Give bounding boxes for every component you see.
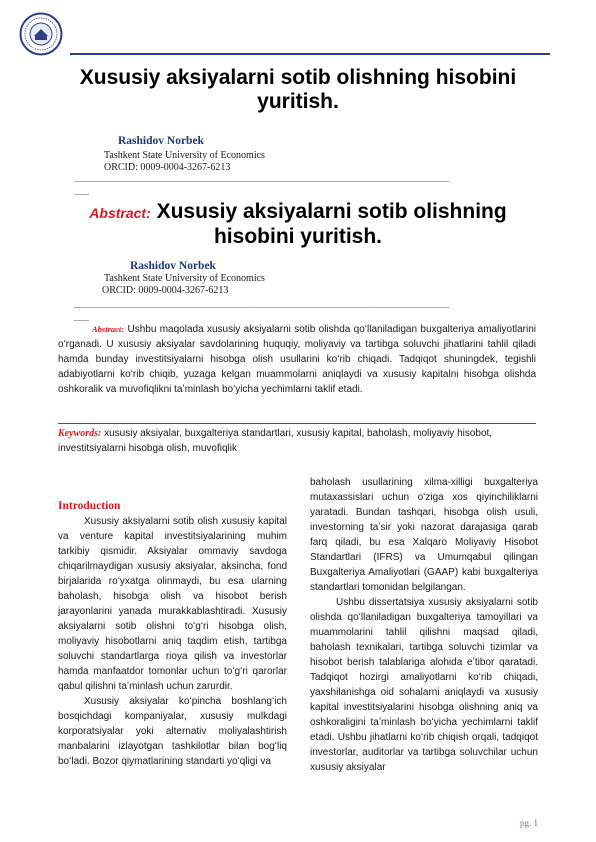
separator-line: ___________________________________________________________________________: [74, 172, 450, 182]
left-paragraph-1: Xususiy aksiyalarni sotib olish xususiy kapital va venture kapital investitsiyalarining muhim tarkibiy qismidir. Aksiyalar ommaviy savdoga chiqarilmaydigan xususiy aksiyalar, aksincha, fond birjalarida roʻyxatga olinmaydi, bu esa ularning baholash, hisobga olish va hisobot berish jarayonlarini yanada murakkablashtiradi. Xususiy aksiyalarni sotib olishni toʻgʻri hisobga olish, moliyaviy hisobotlarni aniq taqdim etish, tartibga soluvchi standartlarga rioya qilish va investorlar hamda manfaatdor tomonlar uchun toʻgʻri qarorlar qabul qilishni taʼminlash uchun zarurdir.: [58, 516, 287, 692]
abstract-text: Ushbu maqolada xususiy aksiyalarni sotib olishda qoʻllaniladigan buxgalteriya amaliyotlarini oʻrganadi. U xususiy aksiyalar savdolarining huquqiy, moliyaviy va tartibga soluvchi jihatlarini tahlil qiladi hamda bunday investitsiyalarni hisobga olish usullarini koʻrib chiqadi. Tadqiqot shuningdek, tegishli adabiyotlarni koʻrib chiqib, yuzaga kelgan muammolarni aniqlaydi va xususiy kapitalni hisobga olishda oshkoralik va muvofiqlikni taʼminlash boʻyicha yechimlarni taklif etadi.: [58, 324, 536, 395]
page-number: pg. 1: [520, 818, 538, 828]
author-orcid: ORCID: 0009-0004-3267-6213: [104, 162, 231, 173]
abstract-paragraph: [58, 322, 536, 397]
abstract-title-text: Xususiy aksiyalarni sotib olishning hisobini yuritish.: [156, 200, 507, 248]
keywords-divider: [58, 423, 536, 424]
author-affiliation-2: Tashkent State University of Economics: [104, 273, 265, 284]
keywords-text: xususiy aksiyalar, buxgalteriya standartlari, xususiy kapital, baholash, moliyaviy hisobot, investitsiyalarni hisobga olish, muvofiqlik: [58, 428, 493, 454]
keywords-label: Keywords:: [58, 428, 102, 439]
author-name-2: Rashidov Norbek: [130, 260, 216, 272]
separator-tail: ___: [74, 185, 90, 195]
page-title: Xususiy aksiyalarni sotib olishning hisobini yuritish.: [79, 66, 517, 113]
abstract-inline-label: Abstract:: [92, 324, 125, 334]
right-paragraph-1: baholash usullarining xilma-xilligi buxgalteriya mutaxassislari uchun oʻziga xos qiyinchiliklarni yaratadi. Bundan tashqari, hisobga olish usuli, investorning taʼsir yoki nazorat darajasiga qarab farq qiladi, bu esa Xalqaro Moliyaviy Hisobot Standartlari (IFRS) va Umumqabul qilingan Buxgalteriya Amaliyotlari (GAAP) kabi buxgalteriya standartlari tomonidan belgilangan.: [310, 477, 538, 593]
left-column: [58, 499, 287, 769]
abstract-title: [60, 200, 536, 249]
separator-line-2: ___________________________________________________________________________: [74, 298, 450, 308]
abstract-label: Abstract:: [89, 205, 151, 221]
author-affiliation: Tashkent State University of Economics: [104, 150, 265, 161]
university-seal-icon: [19, 12, 63, 56]
header-rule: [70, 53, 550, 55]
keywords-paragraph: [58, 426, 536, 456]
author-name: Rashidov Norbek: [118, 135, 204, 147]
left-paragraph-2: Xususiy aksiyalar koʻpincha boshlangʻich bosqichdagi kompaniyalar, xususiy mulkdagi korporatsiyalar yoki alternativ moliyalashtirish manbalarini izlayotgan tashkilotlar bilan bogʻliq boʻladi. Bozor qiymatlarining standarti yoʻqligi va: [58, 696, 287, 767]
author-orcid-2: ORCID: 0009-0004-3267-6213: [102, 285, 229, 296]
right-paragraph-2: Ushbu dissertatsiya xususiy aksiyalarni sotib olishda qoʻllaniladigan buxgalteriya tamoyillari va muammolarini tahlil qilishni maqsad qiladi, baholash texnikalari, tartibga soluvchi tizimlar va hisobot berish talablariga alohida eʼtibor qaratadi. Tadqiqot hozirgi amaliyotlarni koʻrib chiqadi, yaxshilanishga oid sohalarni aniqlaydi va xususiy kapital investitsiyalarini hisobga olishning aniq va oshkoraligini taʼminlash boʻyicha yechimlarni taklif etadi. Ushbu jihatlarni koʻrib chiqish orqali, tadqiqot investorlar, auditorlar va tartibga soluvchilar uchun xususiy aksiyalar: [310, 597, 538, 773]
right-column: [310, 475, 538, 775]
introduction-heading: Introduction: [58, 500, 121, 512]
separator-tail-2: ___: [74, 311, 90, 321]
